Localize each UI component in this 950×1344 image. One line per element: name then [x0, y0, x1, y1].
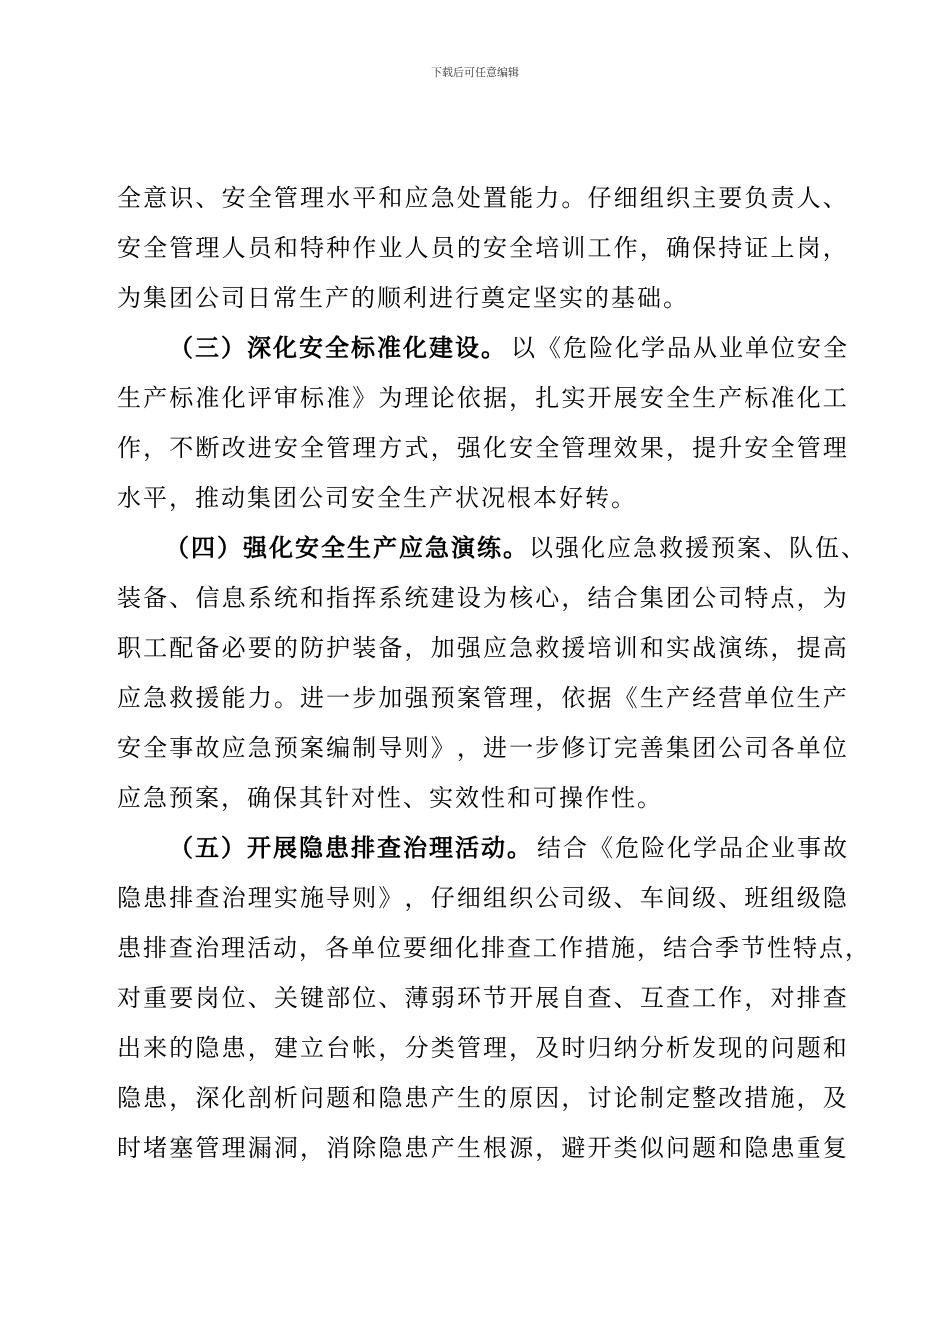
- section-heading: （五）开展隐患排查治理活动。: [169, 834, 533, 862]
- page-header-note: 下载后可任意编辑: [431, 66, 519, 79]
- text-line: 对 重 要 岗 位 、 关 键 部 位 、 薄 弱 环 节 开 展 自 查 、 互 查 工 作 ， 对 排 查: [117, 984, 849, 1012]
- text-line: 为集团公司日常生产的顺利进行奠定坚实的基础。: [117, 284, 689, 312]
- text-line: 出 来 的 隐 患 ， 建 立 台 帐 ， 分 类 管 理 ， 及 时 归 纳 分 析 发 现 的 问 题 和: [117, 1034, 849, 1062]
- section-heading: （四）强化安全生产应急演练。: [165, 534, 529, 562]
- text-run: 以《危险化学品从业单位安全: [511, 334, 849, 362]
- paragraph-heading-line: [117, 523, 867, 573]
- document-body: [117, 173, 871, 1173]
- text-line: 时 堵 塞 管 理 漏 洞 ， 消 除 隐 患 产 生 根 源 ， 避 开 类 似 问 题 和 隐 患 重 复: [117, 1134, 849, 1162]
- text-line: 应 急 救 援 能 力 。 进 一 步 加 强 预 案 管 理 ， 依 据 《 生 产 经 营 单 位 生 产: [117, 684, 849, 712]
- text-run: 以强化应急救援预案、队伍、: [529, 534, 867, 562]
- paragraph-heading-line: [117, 823, 849, 873]
- text-line: 患 排 查 治 理 活 动 ， 各 单 位 要 细 化 排 查 工 作 措 施 ， 结 合 季 节 性 特 点 ，: [117, 934, 871, 962]
- text-line: 装 备 、 信 息 系 统 和 指 挥 系 统 建 设 为 核 心 ， 结 合 集 团 公 司 特 点 ， 为: [117, 584, 849, 612]
- text-line: 生 产 标 准 化 评 审 标 准 》 为 理 论 依 据 ， 扎 实 开 展 安 全 生 产 标 准 化 工: [117, 384, 849, 412]
- text-line: 全 意 识 、 安 全 管 理 水 平 和 应 急 处 置 能 力 。 仔 细 组 织 主 要 负 责 人 、: [117, 184, 849, 212]
- text-line: 隐 患 排 查 治 理 实 施 导 则 》 ， 仔 细 组 织 公 司 级 、 车 间 级 、 班 组 级 隐: [117, 884, 849, 912]
- text-line: 隐 患 ， 深 化 剖 析 问 题 和 隐 患 产 生 的 原 因 ， 讨 论 制 定 整 改 措 施 ， 及: [117, 1084, 849, 1112]
- text-line: 安 全 管 理 人 员 和 特 种 作 业 人 员 的 安 全 培 训 工 作 ， 确 保 持 证 上 岗 ，: [117, 234, 849, 262]
- section-heading: （三）深化安全标准化建设。: [169, 334, 507, 362]
- text-line: 作 ， 不 断 改 进 安 全 管 理 方 式 ， 强 化 安 全 管 理 效 果 ， 提 升 安 全 管 理: [117, 434, 849, 462]
- text-line: 水平，推动集团公司安全生产状况根本好转。: [117, 484, 637, 512]
- paragraph-heading-line: [117, 323, 849, 373]
- text-line: 安 全 事 故 应 急 预 案 编 制 导 则 》 ， 进 一 步 修 订 完 善 集 团 公 司 各 单 位: [117, 734, 849, 762]
- text-line: 职 工 配 备 必 要 的 防 护 装 备 ， 加 强 应 急 救 援 培 训 和 实 战 演 练 ， 提 高: [117, 634, 849, 662]
- text-run: 结合《危险化学品企业事故: [537, 834, 849, 862]
- text-line: 应急预案，确保其针对性、实效性和可操作性。: [117, 784, 663, 812]
